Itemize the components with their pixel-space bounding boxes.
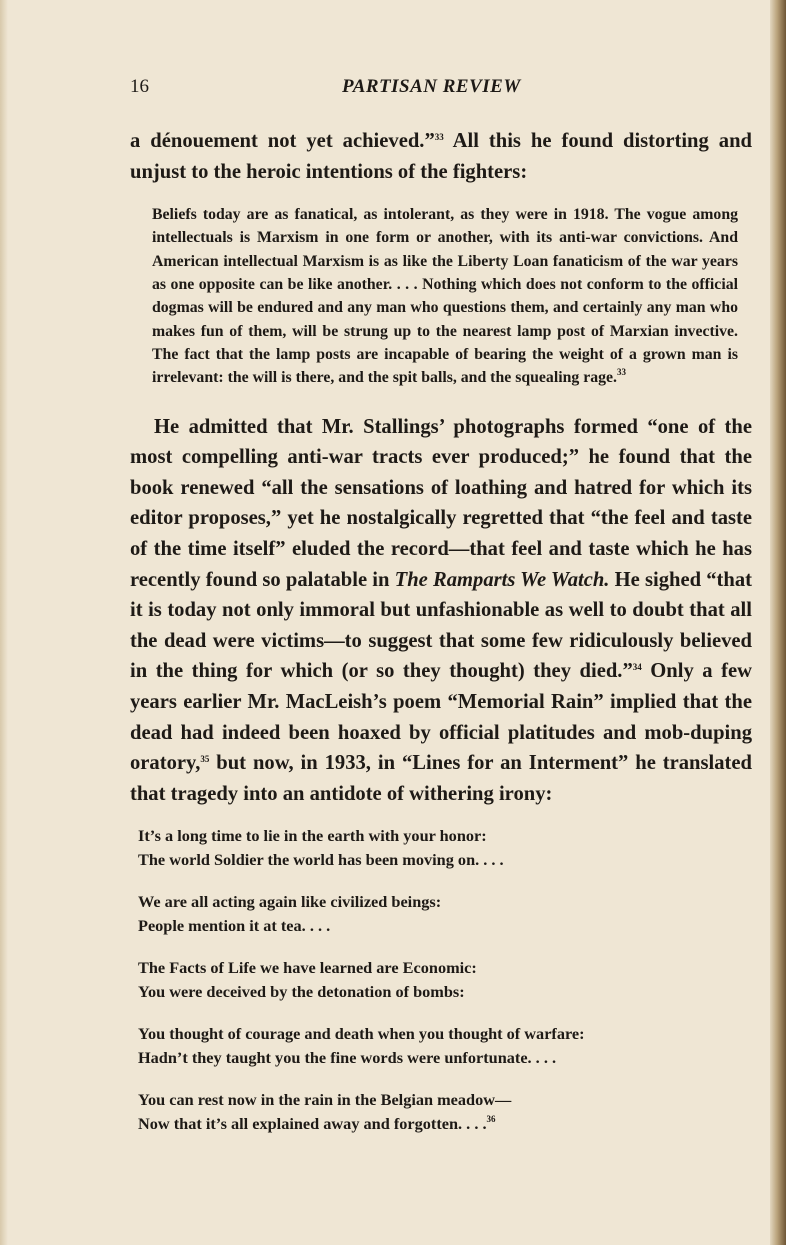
paragraph-text: All this he found distorting and unjust to the heroic intentions of the fighters: [130, 130, 752, 183]
footnote-ref-35: 35 [200, 754, 210, 765]
poem-stanza [138, 824, 752, 871]
poem-stanza [138, 890, 752, 937]
journal-title: PARTISAN REVIEW [342, 76, 521, 97]
block-quote [152, 203, 738, 389]
poem-line: The Facts of Life we have learned are Economic: [138, 958, 477, 978]
paragraph-text: He sighed “that it is today not only immoral but unfashionable as well to doubt that all the dead were victims—to suggest that some few ridiculously believed in the thing for which (or so they thought) they died.” [130, 568, 752, 683]
footnote-ref-33: 33 [434, 132, 444, 142]
footnote-ref-34: 34 [632, 662, 642, 673]
poem-line: People mention it at tea. . . . [138, 915, 331, 935]
poem-line [138, 1112, 752, 1136]
paragraph-text: Only a few years earlier Mr. MacLeish’s poem “Memorial Rain” implied that the dead had indeed been hoaxed by official platitudes and mob-duping oratory, [130, 660, 752, 775]
poem-line: Hadn’t they taught you the fine words were unfortunate. . . . [138, 1047, 557, 1067]
paragraph-text: He admitted that Mr. Stallings’ photographs formed “one of the most compelling anti-war tracts ever produced;” he found that the book renewed “all the sensations of loathing and hatred for which its editor proposes,” yet he nostalgically regretted that “the feel and taste of the time itself” eluded the record—that feel and taste which he has recently found so palatable in [130, 415, 752, 591]
book-spine-edge [770, 0, 786, 1245]
paragraph-text: a dénouement not yet achieved.” [130, 130, 435, 152]
paragraph-text: but now, in 1933, in “Lines for an Interment” he translated that tragedy into an antidote of withering irony: [130, 752, 752, 805]
poem-stanza [138, 1088, 752, 1135]
block-quote-text: Beliefs today are as fanatical, as intolerant, as they were in 1918. The vogue among intellectuals is Marxism in one form or another, with its anti-war convictions. And American intellectual Marxism is as like the Liberty Loan fanaticism of the war years as one opposite can be like another. . . . Nothing which does not conform to the official dogmas will be endured and any man who questions them, and certainly any man who makes fun of them, will be strung up to the nearest lamp post of Marxian invective. The fact that the lamp posts are incapable of bearing the weight of a grown man is irrelevant: the will is there, and the spit balls, and the squealing rage. [152, 206, 738, 387]
footnote-ref-33: 33 [617, 367, 626, 378]
page-number: 16 [130, 76, 149, 97]
poem-line-text: Now that it’s all explained away and forgotten. . . . [138, 1113, 487, 1133]
poem-stanza [138, 956, 752, 1003]
poem-line: You were deceived by the detonation of bombs: [138, 981, 465, 1001]
book-title: The Ramparts We Watch. [394, 568, 610, 591]
poem-line: You can rest now in the rain in the Belgian meadow— [138, 1090, 512, 1110]
page-left-edge [0, 0, 8, 1245]
paragraph [130, 412, 752, 810]
book-page [130, 72, 752, 1154]
poem-line: We are all acting again like civilized beings: [138, 892, 442, 912]
poem-line: You thought of courage and death when you thought of warfare: [138, 1024, 585, 1044]
paragraph-continued [130, 126, 752, 187]
footnote-ref-36: 36 [486, 1113, 496, 1124]
poem-stanza [138, 1022, 752, 1069]
poem-quote [138, 824, 752, 1135]
poem-line: It’s a long time to lie in the earth with your honor: [138, 826, 487, 846]
running-head [130, 72, 752, 106]
poem-line: The world Soldier the world has been moving on. . . . [138, 849, 504, 869]
